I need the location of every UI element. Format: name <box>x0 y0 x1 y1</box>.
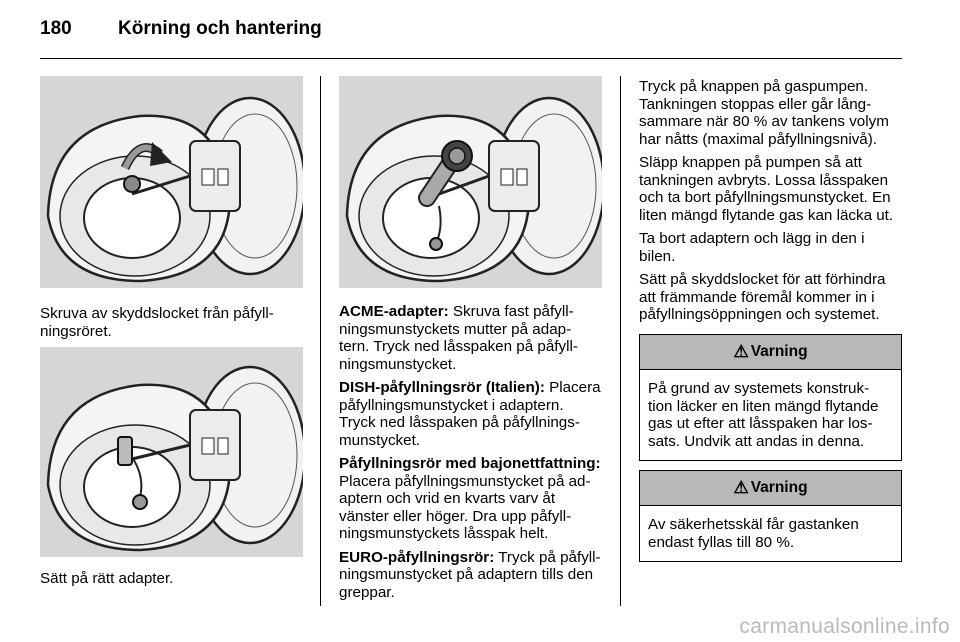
paragraph-dish <box>339 379 614 449</box>
text-line: greppar. <box>339 583 395 601</box>
text-line: Skruva fast påfyll- <box>448 303 574 320</box>
paragraph-acme <box>339 303 614 373</box>
text-line: bilen. <box>639 247 676 265</box>
warning-triangle-icon: ⚠ <box>733 478 749 497</box>
text-line: och ta bort påfyllningsmunstycket. En <box>639 189 891 206</box>
warning-title: Varning <box>750 343 808 360</box>
text-line: ningsmunstycket på adaptern tills den <box>339 566 594 583</box>
caption-line: Skruva av skyddslocket från påfyll- <box>40 305 274 322</box>
text-line: aptern och vrid en kvarts varv åt <box>339 490 556 507</box>
text-line: Släpp knappen på pumpen så att <box>639 154 862 171</box>
text-line: gas ut efter att låsspaken har los- <box>648 415 873 432</box>
term-euro: EURO-påfyllningsrör: <box>339 548 495 566</box>
term-dish: DISH-påfyllningsrör (Italien): <box>339 379 545 396</box>
text-line: tern. Tryck ned låsspaken på påfyll- <box>339 338 578 355</box>
instructions-refuel <box>639 78 909 330</box>
text-line: påfyllningsöppningen och systemet. <box>639 306 880 323</box>
text-line: tion läcker en liten mängd flytande <box>648 397 879 415</box>
warning-title: Varning <box>750 479 808 496</box>
figure-acme-adapter <box>339 76 602 288</box>
text-line: Sätt på skyddslocket för att förhindra <box>639 271 886 288</box>
term-bayonet: Påfyllningsrör med bajonettfattning: <box>339 455 601 472</box>
text-line: sammare när 80 % av tankens volym <box>639 113 889 130</box>
text-line: Ta bort adaptern och lägg in den i <box>639 230 865 247</box>
page-number: 180 <box>40 18 72 39</box>
text-line: påfyllningsmunstycket i adaptern. <box>339 396 564 414</box>
watermark: carmanualsonline.info <box>739 615 950 638</box>
warning-triangle-icon: ⚠ <box>733 342 749 361</box>
text-line: Av säkerhetsskäl får gastanken <box>648 516 859 533</box>
paragraph-euro <box>339 549 614 602</box>
text-line: sats. Undvik att andas in denna. <box>648 432 865 450</box>
text-line: liten mängd flytande gas kan läcka ut. <box>639 206 894 224</box>
caption-line: ningsröret. <box>40 322 112 340</box>
text-line: tankningen avbryts. Lossa låsspaken <box>639 171 889 189</box>
caption-fit-adapter: Sätt på rätt adapter. <box>40 570 174 587</box>
column-divider-1 <box>320 76 321 606</box>
paragraph-bayonet <box>339 455 614 543</box>
term-acme: ACME-adapter: <box>339 303 449 320</box>
paragraph-release-button <box>639 154 909 224</box>
text-line: ningsmunstyckets låsspak helt. <box>339 525 549 542</box>
paragraph-replace-cap <box>639 271 909 324</box>
warning-box-leak <box>639 334 902 461</box>
figure-fit-adapter <box>40 347 303 557</box>
warning-text <box>640 506 901 561</box>
warning-header <box>640 335 901 370</box>
text-line: På grund av systemets konstruk- <box>648 380 870 397</box>
text-line: Tryck ned låsspaken på påfyllnings- <box>339 414 580 431</box>
text-line: Placera <box>544 379 601 396</box>
warning-box-capacity <box>639 470 902 562</box>
page-title: Körning och hantering <box>118 18 322 39</box>
text-line: ningsmunstyckets mutter på adap- <box>339 320 572 338</box>
text-line: endast fyllas till 80 %. <box>648 533 795 551</box>
text-line: vänster eller höger. Dra upp påfyll- <box>339 507 572 525</box>
text-line: har nåtts (maximal påfyllningsnivå). <box>639 130 878 148</box>
figure-remove-cap <box>40 76 303 288</box>
header-rule <box>40 58 902 59</box>
text-line: Tankningen stoppas eller går lång- <box>639 95 872 113</box>
column-divider-2 <box>620 76 621 606</box>
caption-remove-cap <box>40 305 315 340</box>
paragraph-press-button <box>639 78 909 148</box>
warning-header <box>640 471 901 506</box>
text-line: att främmande föremål kommer in i <box>639 288 875 306</box>
warning-text <box>640 370 901 460</box>
text-line: munstycket. <box>339 431 421 449</box>
text-line: ningsmunstycket. <box>339 355 457 373</box>
text-line: Tryck på påfyll- <box>494 548 601 566</box>
paragraph-remove-adapter <box>639 230 909 265</box>
text-line: Placera påfyllningsmunstycket på ad- <box>339 472 591 490</box>
instructions-adapters <box>339 303 614 607</box>
text-line: Tryck på knappen på gaspumpen. <box>639 78 869 95</box>
